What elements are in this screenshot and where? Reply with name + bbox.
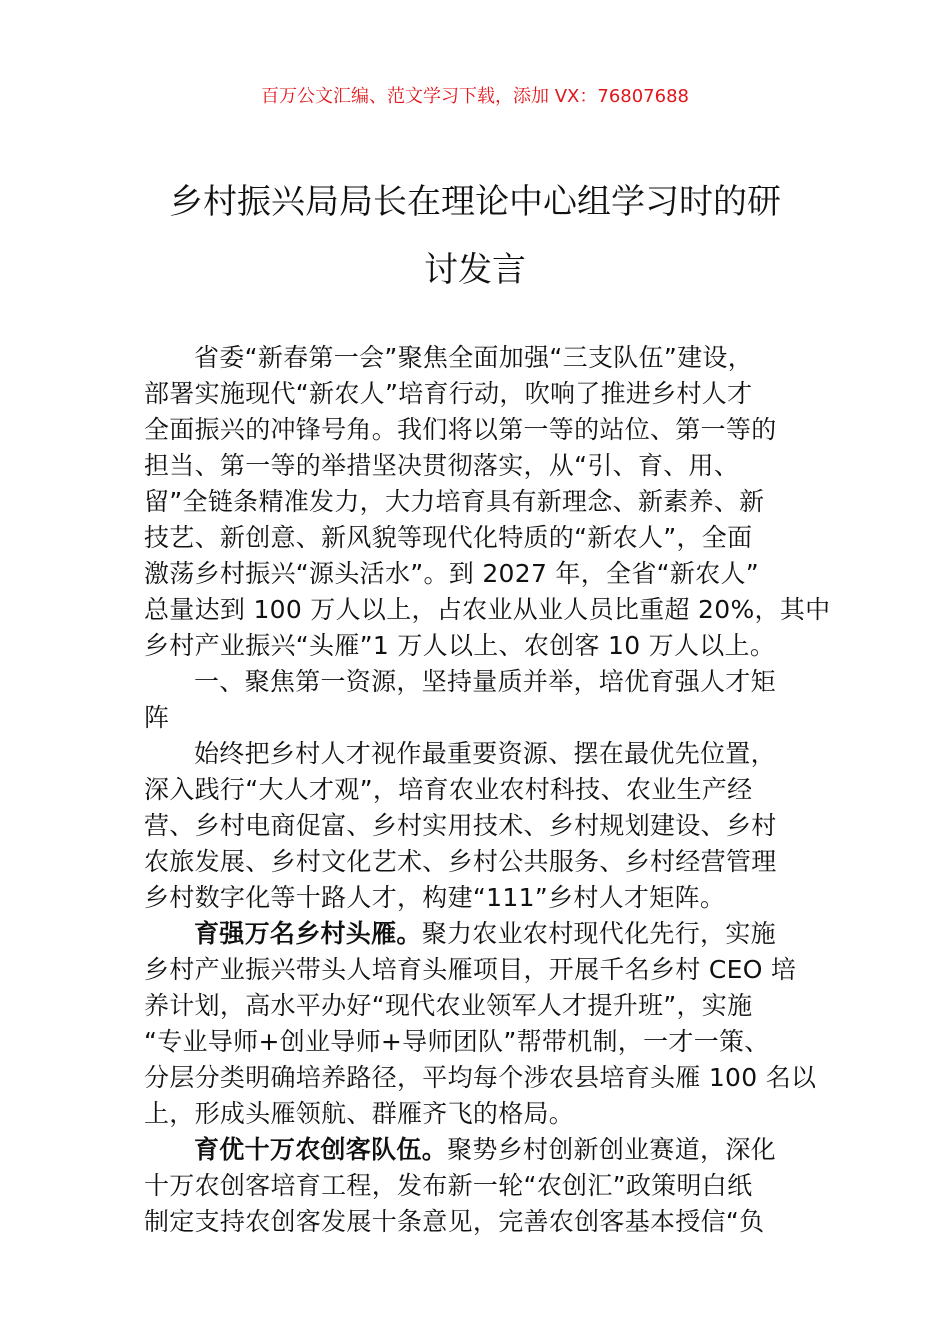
text-line: 省委“新春第一会”聚焦全面加强“三支队伍”建设，	[194, 343, 754, 372]
text-run: 聚势乡村创新创业赛道，深化	[447, 1135, 776, 1164]
watermark-header: 百万公文汇编、范文学习下载，添加 VX：76807688	[261, 86, 689, 107]
section-heading-1	[144, 664, 834, 736]
text-run: 聚力农业农村现代化先行，实施	[421, 919, 776, 948]
text-line: 深入践行“大人才观”，培育农业农村科技、农业生产经	[144, 775, 753, 804]
paragraph-leader-geese	[144, 916, 834, 1132]
text-line: 留”全链条精准发力，大力培育具有新理念、新素养、新	[144, 487, 765, 516]
text-line: 分层分类明确培养路径，平均每个涉农县培育头雁 100 名以	[144, 1063, 817, 1092]
text-line: 制定支持农创客发展十条意见，完善农创客基本授信“负	[144, 1207, 765, 1236]
paragraph-talent-matrix	[144, 736, 834, 916]
text-line: 阵	[144, 703, 170, 732]
text-line: 乡村产业振兴带头人培育头雁项目，开展千名乡村 CEO 培	[144, 955, 797, 984]
document-title-line-2: 讨发言	[424, 250, 526, 290]
text-line: 养计划，高水平办好“现代农业领军人才提升班”，实施	[144, 991, 753, 1020]
text-line: 一、聚焦第一资源，坚持量质并举，培优育强人才矩	[194, 667, 776, 696]
text-line	[144, 1132, 834, 1168]
text-line: 部署实施现代“新农人”培育行动，吹响了推进乡村人才	[144, 379, 753, 408]
bold-lead-in: 育强万名乡村头雁。	[194, 919, 422, 948]
text-line: 十万农创客培育工程，发布新一轮“农创汇”政策明白纸	[144, 1171, 753, 1200]
text-line: 农旅发展、乡村文化艺术、乡村公共服务、乡村经营管理	[144, 847, 777, 876]
text-line: 乡村数字化等十路人才，构建“111”乡村人才矩阵。	[144, 883, 726, 912]
paragraph-intro	[144, 340, 834, 664]
text-line: 总量达到 100 万人以上，占农业从业人员比重超 20%，其中	[144, 595, 831, 624]
text-line: 激荡乡村振兴“源头活水”。到 2027 年，全省“新农人”	[144, 559, 760, 588]
text-line: 营、乡村电商促富、乡村实用技术、乡村规划建设、乡村	[144, 811, 777, 840]
text-line: 始终把乡村人才视作最重要资源、摆在最优先位置，	[194, 739, 776, 768]
text-line: 全面振兴的冲锋号角。我们将以第一等的站位、第一等的	[144, 415, 777, 444]
text-line: “专业导师+创业导师+导师团队”帮带机制，一才一策、	[144, 1027, 770, 1056]
text-line: 上，形成头雁领航、群雁齐飞的格局。	[144, 1099, 575, 1128]
document-body	[144, 340, 834, 1240]
document-title-line-1: 乡村振兴局局长在理论中心组学习时的研	[169, 182, 781, 222]
bold-lead-in: 育优十万农创客队伍。	[194, 1135, 448, 1164]
text-line: 技艺、新创意、新风貌等现代化特质的“新农人”，全面	[144, 523, 753, 552]
text-line: 担当、第一等的举措坚决贯彻落实，从“引、育、用、	[144, 451, 740, 480]
text-line: 乡村产业振兴“头雁”1 万人以上、农创客 10 万人以上。	[144, 631, 776, 660]
paragraph-agri-entrepreneurs	[144, 1132, 834, 1240]
text-line	[144, 916, 834, 952]
